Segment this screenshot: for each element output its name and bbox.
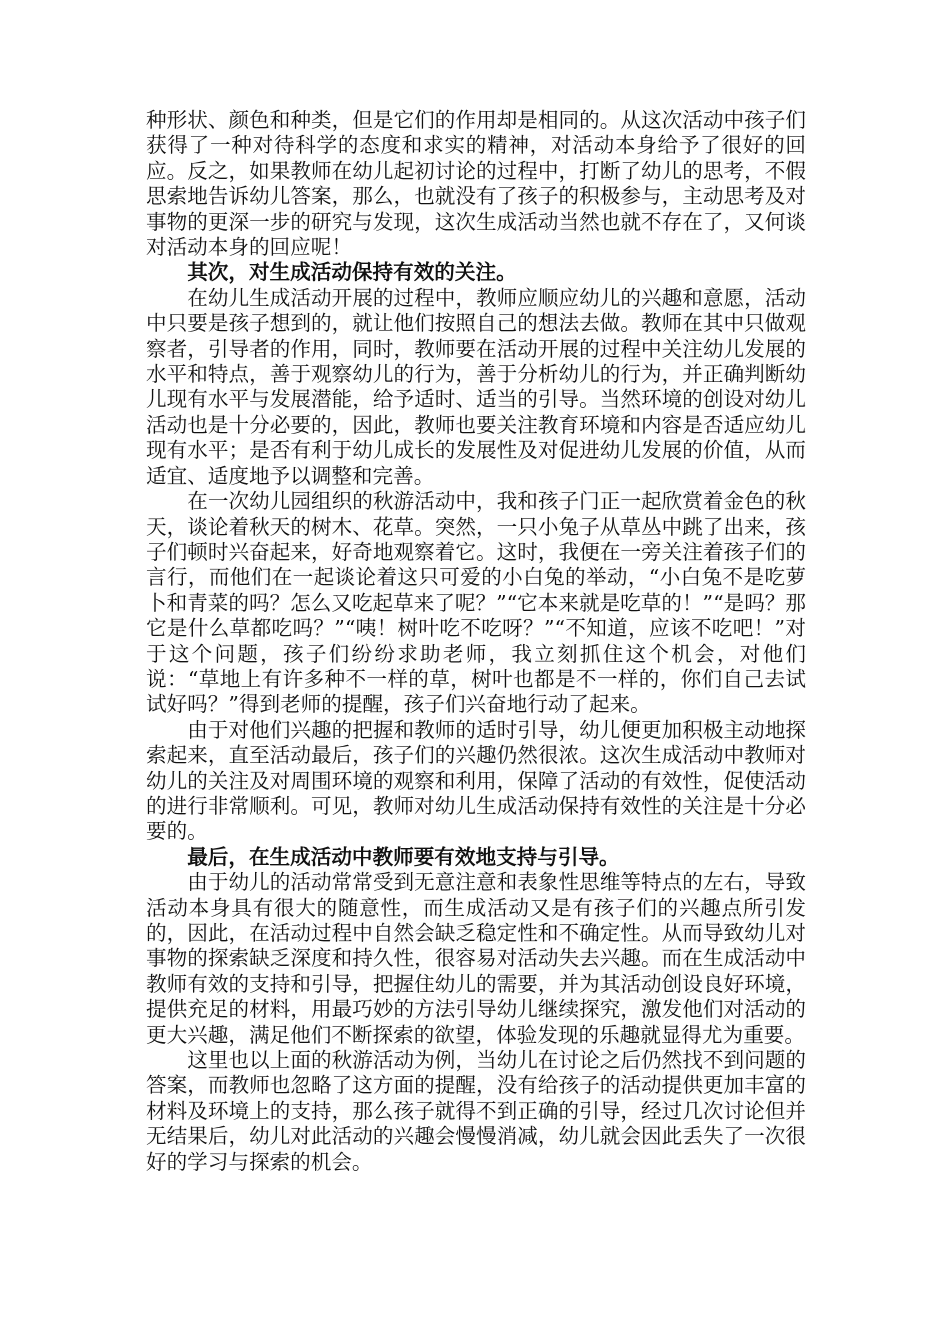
paragraph-autumn-outing-example: 在一次幼儿园组织的秋游活动中，我和孩子门正一起欣赏着金色的秋天，谈论着秋天的树木、花草。突然，一只小兔子从草丛中跳了出来，孩子们顿时兴奋起来，好奇地观察着它。这时，我便在一旁关注着孩子们的言行，而他们在一起谈论着这只可爱的小白兔的举动，“小白兔不是吃萝卜和青菜的吗？怎么又吃起草来了呢？”“它本来就是吃草的！”“是吗？那它是什么草都吃吗？”“咦！树叶吃不吃呀？”“不知道，应该不吃吧！”对于这个问题，孩子们纷纷求助老师，我立刻抓住这个机会，对他们说：“草地上有许多种不一样的草，树叶也都是不一样的，你们自己去试试好吗？”得到老师的提醒，孩子们兴奋地行动了起来。 xyxy=(146,489,806,717)
section-heading-last: 最后，在生成活动中教师要有效地支持与引导。 xyxy=(187,844,620,869)
paragraph-attention-conclusion: 由于对他们兴趣的把握和教师的适时引导，幼儿便更加积极主动地探索起来，直至活动最后，孩子们的兴趣仍然很浓。这次生成活动中教师对幼儿的关注及对周围环境的观察和利用，保障了活动的有效性，促使活动的进行非常顺利。可见，教师对幼儿生成活动保持有效性的关注是十分必要的。 xyxy=(146,717,806,844)
section-heading-second: 其次，对生成活动保持有效的关注。 xyxy=(187,260,517,285)
paragraph-outing-counterexample: 这里也以上面的秋游活动为例，当幼儿在讨论之后仍然找不到问题的答案，而教师也忽略了这方面的提醒，没有给孩子的活动提供更加丰富的材料及环境上的支持，那么孩子就得不到正确的引导，经过几次讨论但并无结果后，幼儿对此活动的兴趣会慢慢消减，幼儿就会因此丢失了一次很好的学习与探索的机会。 xyxy=(146,1048,806,1174)
paragraph-continuation: 种形状、颜色和种类，但是它们的作用却是相同的。从这次活动中孩子们获得了一种对待科学的态度和求实的精神，对活动本身给予了很好的回应。反之，如果教师在幼儿起初讨论的过程中，打断了幼儿的思考，不假思索地告诉幼儿答案，那么，也就没有了孩子的积极参与，主动思考及对事物的更深一步的研究与发现，这次生成活动当然也就不存在了，又何谈对活动本身的回应呢！ xyxy=(146,108,806,260)
paragraph-attention-principle: 在幼儿生成活动开展的过程中，教师应顺应幼儿的兴趣和意愿，活动中只要是孩子想到的，就让他们按照自己的想法去做。教师在其中只做观察者，引导者的作用，同时，教师要在活动开展的过程中关注幼儿发展的水平和特点，善于观察幼儿的行为，善于分析幼儿的行为，并正确判断幼儿现有水平与发展潜能，给予适时、适当的引导。当然环境的创设对幼儿活动也是十分必要的，因此，教师也要关注教育环境和内容是否适应幼儿现有水平；是否有利于幼儿成长的发展性及对促进幼儿发展的价值，从而适宜、适度地予以调整和完善。 xyxy=(146,285,806,488)
document-page xyxy=(146,108,806,1175)
paragraph-support-guidance: 由于幼儿的活动常常受到无意注意和表象性思维等特点的左右，导致活动本身具有很大的随意性，而生成活动又是有孩子们的兴趣点所引发的，因此，在活动过程中自然会缺乏稳定性和不确定性。从而导致幼儿对事物的探索缺乏深度和持久性，很容易对活动失去兴趣。而在生成活动中教师有效的支持和引导，把握住幼儿的需要，并为其活动创设良好环境，提供充足的材料，用最巧妙的方法引导幼儿继续探究，激发他们对活动的更大兴趣，满足他们不断探索的欲望，体验发现的乐趣就显得尤为重要。 xyxy=(146,870,806,1047)
